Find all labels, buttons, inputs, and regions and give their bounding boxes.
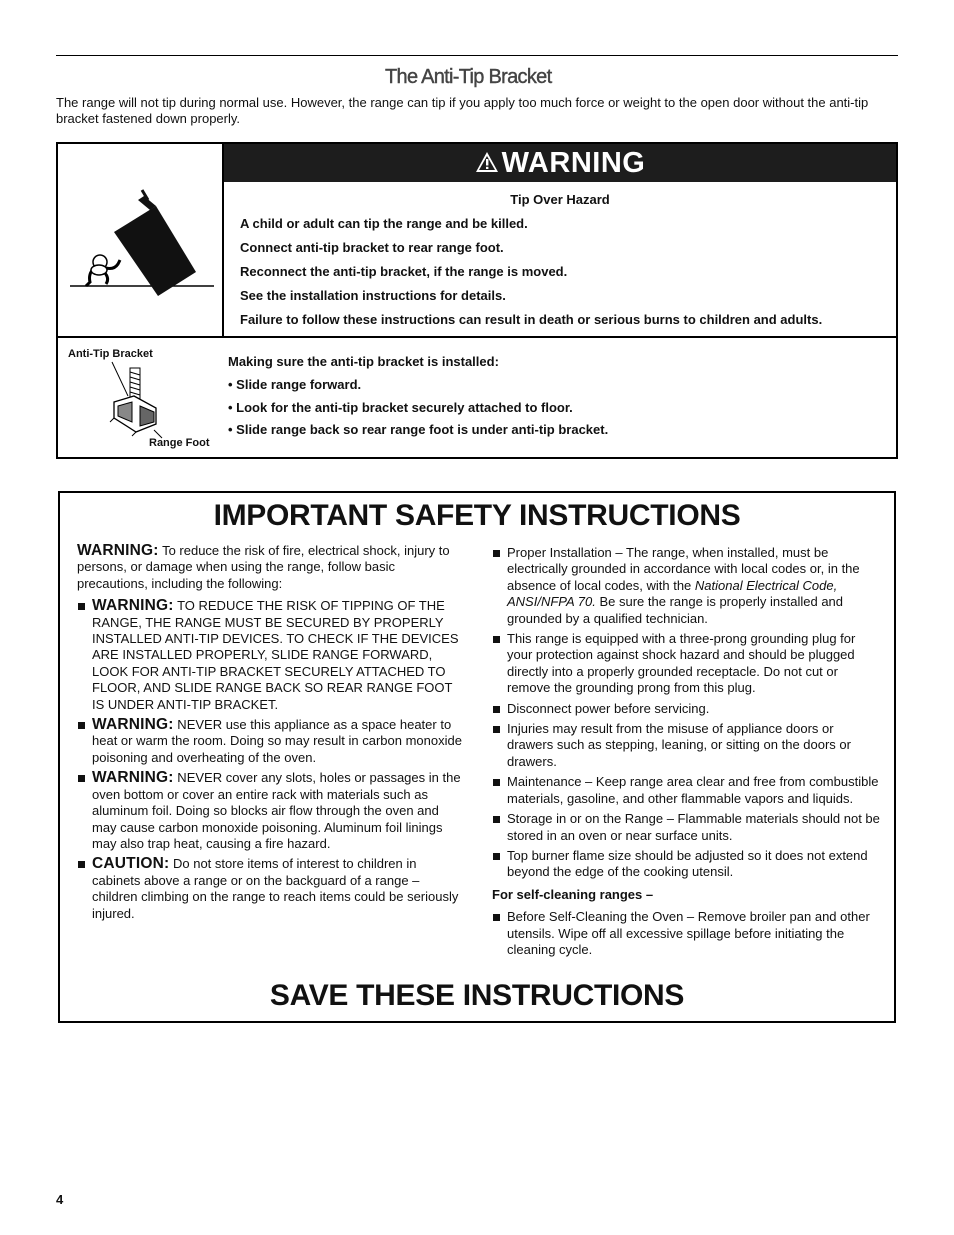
list-item-text: NEVER cover any slots, holes or passages in the oven bottom or cover an entire rack with materials such as aluminum foil. Doing so blocks air flow through the oven and may cause carbon monoxide poisoning. Aluminum foil linings may also trap heat, causing a fire hazard. <box>92 770 461 851</box>
section-title: The Anti-Tip Bracket <box>385 66 552 88</box>
list-item: Before Self-Cleaning the Oven – Remove broiler pan and other utensils. Wipe off all excessive spillage before initiating the cleaning cycle. <box>492 909 880 958</box>
install-step: • Slide range forward. <box>228 377 362 392</box>
bracket-label: Anti-Tip Bracket <box>68 348 153 360</box>
warning-keyword: WARNING: <box>77 542 159 559</box>
safety-right-column <box>492 545 880 962</box>
warning-divider <box>58 336 896 338</box>
warning-header <box>224 144 896 182</box>
range-foot-label: Range Foot <box>149 437 210 449</box>
warning-title: WARNING <box>501 146 646 179</box>
warning-keyword: WARNING: <box>92 769 174 787</box>
warning-line: Failure to follow these instructions can result in death or serious burns to children and adults. <box>240 312 823 327</box>
list-item <box>492 545 880 627</box>
safety-left-column <box>77 543 462 926</box>
save-instructions-title: SAVE THESE INSTRUCTIONS <box>269 979 685 1012</box>
warning-content <box>224 182 896 336</box>
list-item-text: Be sure the range is properly installed and grounded by a qualified technician. <box>507 594 844 626</box>
page-number: 4 <box>56 1192 64 1207</box>
safety-intro <box>77 543 462 592</box>
list-item: Maintenance – Keep range area clear and free from combustible materials, gasoline, and other flammable vapors and liquids. <box>492 774 880 807</box>
tip-over-icon <box>58 144 222 336</box>
list-item <box>77 856 462 922</box>
hazard-title: Tip Over Hazard <box>510 192 610 207</box>
anti-tip-bracket-icon <box>102 358 178 440</box>
list-item-text: Proper Installation – The range, when installed, must be electrically grounded in accordance with local codes or, in the absence of local codes, with the <box>507 545 860 593</box>
list-item: Injuries may result from the misuse of appliance doors or drawers such as stepping, leaning, or sitting on the doors or drawers. <box>492 721 880 770</box>
warning-box <box>56 142 898 459</box>
list-item: This range is equipped with a three-prong grounding plug for your protection against shock hazard and should be plugged directly into a properly grounded receptacle. Do not cut or remove the grounding prong from this plug. <box>492 631 880 697</box>
safety-intro-text: To reduce the risk of fire, electrical shock, injury to persons, or damage when using the range, follow basic precautions, including the following: <box>77 543 450 591</box>
self-clean-heading: For self-cleaning ranges – <box>492 886 654 902</box>
list-item: Disconnect power before servicing. <box>492 701 880 717</box>
install-step: • Slide range back so rear range foot is under anti-tip bracket. <box>228 422 609 437</box>
warning-keyword: WARNING: <box>92 597 174 615</box>
list-item-text: TO REDUCE THE RISK OF TIPPING OF THE RANGE, THE RANGE MUST BE SECURED BY PROPERLY INSTALLED ANTI-TIP DEVICES. TO CHECK IF THE DEVICES ARE INSTALLED PROPERLY, SLIDE RANGE FORWARD, LOOK FOR ANTI-TIP BRACKET SECURELY ATTACHED TO FLOOR, AND SLIDE RANGE BACK SO REAR RANGE FOOT IS UNDER ANTI-TIP BRACKET. <box>92 598 459 712</box>
code-reference: National Electrical Code, ANSI/NFPA 70. <box>507 577 838 610</box>
warning-line: See the installation instructions for details. <box>240 288 506 303</box>
top-rule <box>56 55 898 56</box>
list-item-text: Do not store items of interest to children in cabinets above a range or on the backguard of a range – children climbing on the range to reach items could be seriously injured. <box>92 856 459 921</box>
tip-hazard-illustration <box>58 144 224 336</box>
intro-paragraph: The range will not tip during normal use. However, the range can tip if you apply too much force or weight to the open door without the anti-tip bracket fastened down properly. <box>56 95 869 126</box>
install-step: • Look for the anti-tip bracket securely attached to floor. <box>228 400 573 415</box>
list-item <box>77 770 462 852</box>
safety-instructions-box <box>58 491 896 1023</box>
warning-line: Reconnect the anti-tip bracket, if the range is moved. <box>240 264 568 279</box>
install-heading: Making sure the anti-tip bracket is installed: <box>228 354 499 369</box>
caution-keyword: CAUTION: <box>92 855 170 873</box>
list-item: Top burner flame size should be adjusted so it does not extend beyond the edge of the cooking utensil. <box>492 848 880 881</box>
warning-line: Connect anti-tip bracket to rear range foot. <box>240 240 504 255</box>
warning-line: A child or adult can tip the range and be killed. <box>240 216 528 231</box>
warning-keyword: WARNING: <box>92 716 174 734</box>
list-item: Storage in or on the Range – Flammable materials should not be stored in an oven or near surface units. <box>492 811 880 844</box>
safety-title: IMPORTANT SAFETY INSTRUCTIONS <box>213 499 741 532</box>
warning-triangle-icon <box>475 151 499 173</box>
list-item-text: NEVER use this appliance as a space heater to heat or warm the room. Doing so may result in carbon monoxide poisoning and overheating of the oven. <box>92 717 462 765</box>
list-item <box>77 717 462 766</box>
list-item <box>77 598 462 713</box>
